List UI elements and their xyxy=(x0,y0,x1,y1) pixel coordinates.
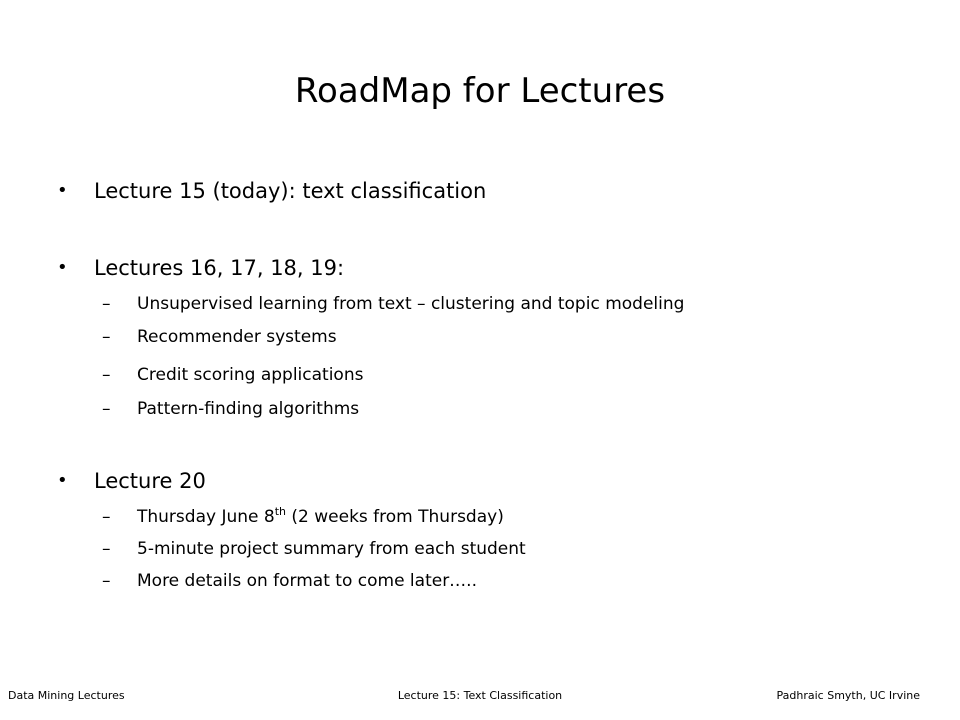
dash-marker: – xyxy=(102,294,111,314)
slide-title: RoadMap for Lectures xyxy=(294,71,666,111)
sub-item-text: Recommender systems xyxy=(137,327,337,347)
date-note: (2 weeks from Thursday) xyxy=(286,507,504,527)
sub-item-text: Pattern-finding algorithms xyxy=(137,399,360,419)
dash-marker: – xyxy=(102,399,111,419)
footer-author: Padhraic Smyth, UC Irvine xyxy=(776,689,920,702)
footer-lecture: Lecture 15: Text Classification xyxy=(397,689,563,702)
sub-item-credit-scoring xyxy=(0,361,960,389)
bullet-text: Lectures 16, 17, 18, 19: xyxy=(94,256,345,280)
dash-marker: – xyxy=(102,571,111,591)
bullet-lectures-16-19 xyxy=(0,251,960,285)
bullet-marker: • xyxy=(57,470,68,491)
dash-marker: – xyxy=(102,507,111,527)
sub-item-unsupervised-learning xyxy=(0,290,960,318)
sub-item-recommender-systems xyxy=(0,323,960,351)
date-text: Thursday June 8 xyxy=(137,507,275,527)
sub-item-format-details xyxy=(0,567,960,595)
sub-item-text: More details on format to come later….. xyxy=(137,571,477,591)
dash-marker: – xyxy=(102,365,111,385)
sub-item-text: Unsupervised learning from text – clustering and topic modeling xyxy=(137,294,685,314)
bullet-lecture-15 xyxy=(0,174,960,208)
footer-course: Data Mining Lectures xyxy=(8,689,125,702)
dash-marker: – xyxy=(102,539,111,559)
sub-item-pattern-finding xyxy=(0,395,960,423)
sub-item-text: 5-minute project summary from each student xyxy=(137,539,526,559)
sub-item-thursday-june xyxy=(0,503,960,531)
bullet-text: Lecture 15 (today): text classification xyxy=(94,179,487,203)
bullet-text: Lecture 20 xyxy=(94,469,206,493)
bullet-marker: • xyxy=(57,180,68,201)
ordinal-suffix: th xyxy=(274,505,286,518)
bullet-lecture-20 xyxy=(0,464,960,498)
dash-marker: – xyxy=(102,327,111,347)
bullet-marker: • xyxy=(57,257,68,278)
sub-item-text: Credit scoring applications xyxy=(137,365,364,385)
sub-item-project-summary xyxy=(0,535,960,563)
sub-item-text xyxy=(137,503,504,531)
